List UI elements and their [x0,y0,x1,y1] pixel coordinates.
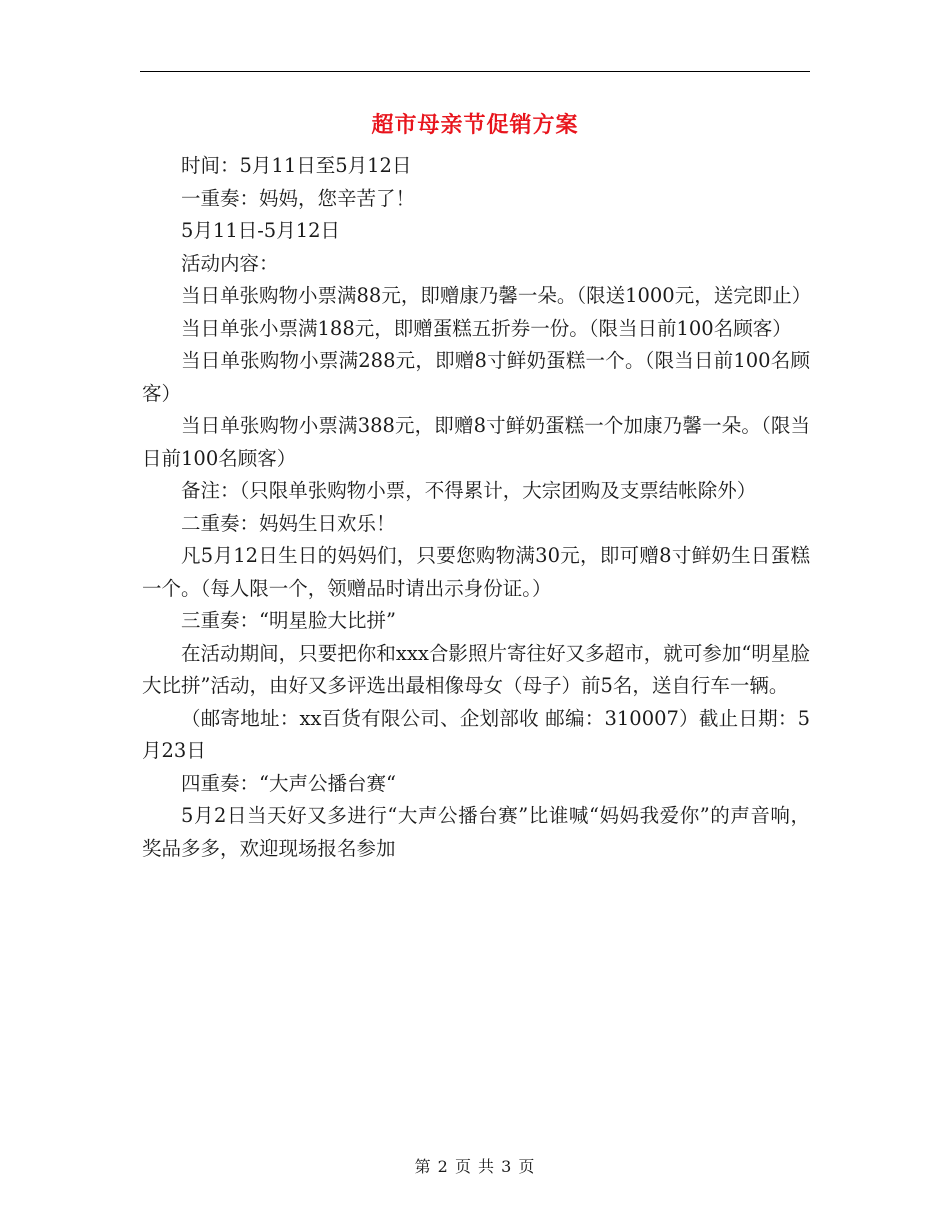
paragraph-section-1-heading: 一重奏：妈妈，您辛苦了！ [181,186,416,210]
paragraph-offer-388: 当日单张购物小票满388元，即赠8寸鲜奶蛋糕一个加康乃馨一朵。（限当日前100名顾客） [142,414,810,470]
paragraph-birthday-offer: 凡5月12日生日的妈妈们，只要您购物满30元，即可赠8寸鲜奶生日蛋糕一个。（每人限一个，领赠品时请出示身份证。） [142,544,810,600]
paragraph-offer-288: 当日单张购物小票满288元，即赠8寸鲜奶蛋糕一个。（限当日前100名顾客） [142,349,810,405]
paragraph-time: 时间：5月11日至5月12日 [181,154,412,177]
paragraph-shout-contest: 5月2日当天好又多进行“大声公播台赛”比谁喊“妈妈我爱你”的声音响，奖品多多，欢迎现场报名参加 [142,804,810,860]
paragraph-date-range: 5月11日-5月12日 [181,219,341,242]
paragraph-section-4-heading: 四重奏：“大声公播台赛“ [181,771,396,795]
paragraph-section-2-heading: 二重奏：妈妈生日欢乐！ [181,511,396,535]
paragraph-mailing-address: （邮寄地址：xx百货有限公司、企划部收 邮编：310007）截止日期：5月23日 [142,706,810,762]
paragraph-photo-contest: 在活动期间，只要把你和xxx合影照片寄往好又多超市，就可参加“明星脸大比拼”活动，由好又多评选出最相像母女（母子）前5名，送自行车一辆。 [142,641,810,697]
document-body [142,150,810,865]
header-rule [140,71,810,72]
paragraph-remark: 备注：（只限单张购物小票，不得累计，大宗团购及支票结帐除外） [181,479,757,502]
document-title: 超市母亲节促销方案 [371,112,579,138]
page-number-footer: 第 2 页 共 3 页 [414,1157,536,1176]
paragraph-offer-88: 当日单张购物小票满88元，即赠康乃馨一朵。（限送1000元，送完即止） [181,284,812,307]
paragraph-offer-188: 当日单张小票满188元，即赠蛋糕五折券一份。（限当日前100名顾客） [181,316,792,340]
paragraph-activity-label: 活动内容： [181,251,279,275]
paragraph-section-3-heading: 三重奏：“明星脸大比拼” [181,609,396,632]
